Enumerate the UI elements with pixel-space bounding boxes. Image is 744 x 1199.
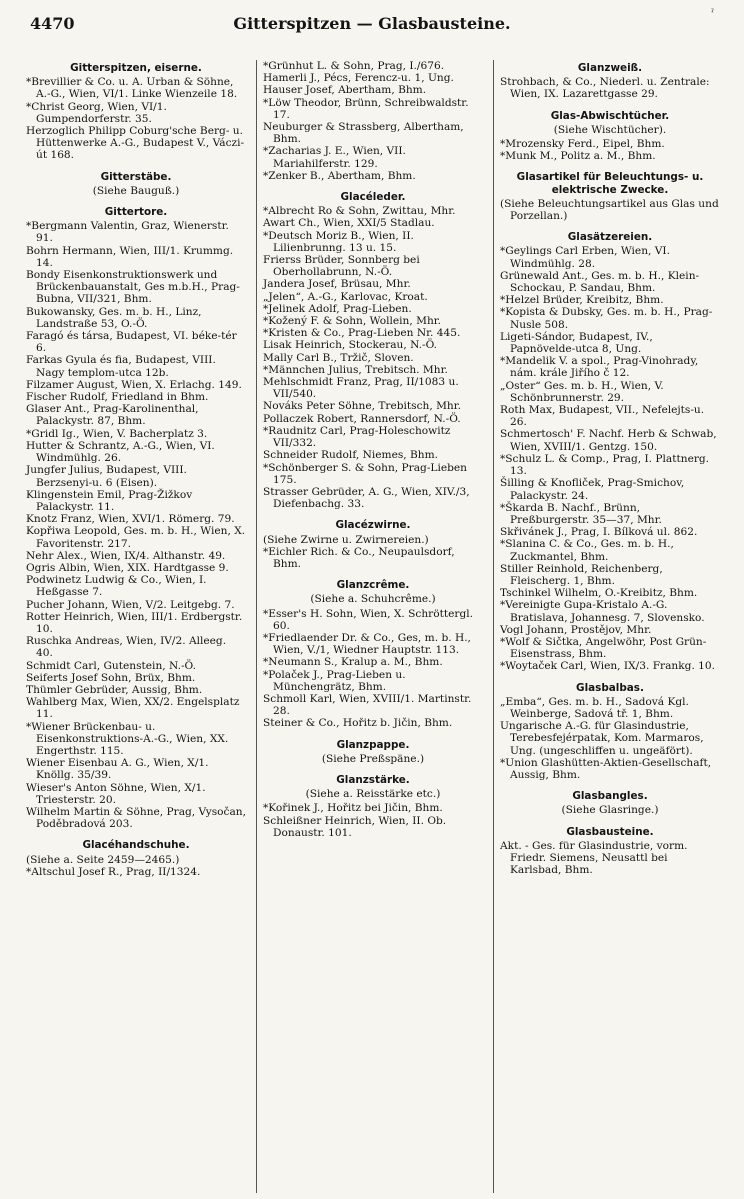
section-heading: Glanzpappe. <box>336 738 410 751</box>
directory-entry: Strasser Gebrüder, A. G., Wien, XIV./3, Diefenbachg. 33. <box>263 485 473 511</box>
directory-entry: Pucher Johann, Wien, V/2. Leitgebg. 7. <box>26 598 235 611</box>
directory-entry: (Siehe Beleuchtungsartikel aus Glas und Porzellan.) <box>500 197 723 223</box>
directory-entry: Pollaczek Robert, Rannersdorf, N.-Ö. <box>263 412 461 425</box>
directory-entry: Skřivánek J., Prag, I. Bílková ul. 862. <box>500 526 698 539</box>
directory-entry: Ungarische A.-G. für Glasindustrie, Terebesfejérpatak, Kom. Marmaros, Ung. (ungeschliffen u. ungeäfört). <box>500 720 707 757</box>
section-heading: Gittertore. <box>104 206 168 219</box>
section-note: (Siehe a. Reisstärke etc.) <box>305 788 441 801</box>
directory-entry: Wiener Eisenbau A. G., Wien, X/1. Knöllg. 35/39. <box>26 757 212 782</box>
page-header <box>30 8 714 40</box>
directory-entry: *Deutsch Moriz B., Wien, II. Lilienbrunng. 13 u. 15. <box>263 229 418 254</box>
directory-entry: Schmertosch' F. Nachf. Herb & Schwab, Wien, XVIII/1. Gentzg. 150. <box>500 428 720 453</box>
directory-entry: (Siehe a. Seite 2459—2465.) <box>26 853 180 866</box>
directory-entry: *Woytaček Carl, Wien, IX/3. Frankg. 10. <box>500 660 716 673</box>
directory-columns <box>24 60 722 1193</box>
directory-entry: Neuburger & Strassberg, Albertham, Bhm. <box>263 121 468 146</box>
directory-entry: *Neumann S., Kralup a. M., Bhm. <box>263 656 443 669</box>
column-1 <box>24 60 248 1193</box>
directory-entry: *Esser's H. Sohn, Wien, X. Schröttergl. 60. <box>263 607 477 632</box>
directory-entry: Akt. - Ges. für Glasindustrie, vorm. Friedr. Siemens, Neusattl bei Karlsbad, Bhm. <box>500 839 691 877</box>
directory-entry: *Wiener Brückenbau- u. Eisenkonstruktions-A.-G., Wien, XX. Engerthstr. 115. <box>26 720 232 757</box>
directory-entry: Bukowansky, Ges. m. b. H., Linz, Landstraße 53, O.-Ö. <box>26 305 205 330</box>
directory-entry: Šilling & Knofliček, Prag-Smichov, Palackystr. 24. <box>500 477 688 502</box>
running-title: Gitterspitzen — Glasbausteine. <box>233 14 511 33</box>
directory-entry: Tschinkel Wilhelm, O.-Kreibitz, Bhm. <box>500 587 698 600</box>
section-heading: Glacéleder. <box>340 191 406 204</box>
directory-entry: *Union Glashütten-Aktien-Gesellschaft, Aussig, Bhm. <box>500 756 715 781</box>
section-heading: Glas-Abwischtücher. <box>550 109 670 122</box>
directory-entry: *Helzel Brüder, Kreibitz, Bhm. <box>500 294 664 307</box>
section-heading: Glasartikel für Beleuchtungs- u. elektrische Zwecke. <box>516 171 704 196</box>
directory-entry: *Schönberger S. & Sohn, Prag-Lieben 175. <box>263 461 471 486</box>
directory-entry: Mally Carl B., Tržič, Sloven. <box>263 351 414 364</box>
directory-entry: Ogris Albin, Wien, XIX. Hardtgasse 9. <box>26 561 229 574</box>
directory-entry: „Oster“ Ges. m. b. H., Wien, V. Schönbrunnerstr. 29. <box>500 379 667 404</box>
directory-entry: *Jelinek Adolf, Prag-Lieben. <box>263 302 412 315</box>
directory-entry: Faragó és társa, Budapest, VI. béke-tér 6. <box>26 330 241 355</box>
directory-entry: *Mandelik V. a spol., Prag-Vinohrady, nám. krále Jiřího č 12. <box>500 355 702 380</box>
section-note: (Siehe Glasringe.) <box>561 804 659 817</box>
directory-entry: Wahlberg Max, Wien, XX/2. Engelsplatz 11. <box>26 696 243 721</box>
directory-entry: *Munk M., Politz a. M., Bhm. <box>500 150 656 163</box>
directory-entry: Roth Max, Budapest, VII., Nefelejts-u. 26. <box>500 404 708 429</box>
directory-entry: *Grünhut L. & Sohn, Prag, I./676. <box>263 60 445 72</box>
directory-entry: Wieser's Anton Söhne, Wien, X/1. Triesterstr. 20. <box>26 781 209 806</box>
directory-entry: Knotz Franz, Wien, XVI/1. Römerg. 79. <box>26 513 235 526</box>
directory-entry: *Raudnitz Carl, Prag-Holeschowitz VII/332. <box>263 424 454 450</box>
directory-entry: *Kopista & Dubsky, Ges. m. b. H., Prag-Nusle 508. <box>500 306 713 331</box>
directory-entry: Strohbach, & Co., Niederl. u. Zentrale: Wien, IX. Lazarettgasse 29. <box>500 76 713 101</box>
directory-entry: Stiller Reinhold, Reichenberg, Fleischerg. 1, Bhm. <box>500 562 667 587</box>
directory-entry: Bondy Eisenkonstruktionswerk und Brückenbauanstalt, Ges m.b.H., Prag-Bubna, VII/321, Bhm. <box>26 269 240 306</box>
section-heading: Glacézwirne. <box>335 519 411 532</box>
directory-entry: Thümler Gebrüder, Aussig, Bhm. <box>26 683 203 696</box>
directory-entry: *Geylings Carl Erben, Wien, VI. Windmühlg. 28. <box>500 245 674 270</box>
directory-entry: Schneider Rudolf, Niemes, Bhm. <box>263 449 439 462</box>
directory-entry: Lisak Heinrich, Stockerau, N.-Ö. <box>263 339 438 352</box>
column-2 <box>256 60 485 1193</box>
column-3 <box>493 60 722 1193</box>
directory-entry: Grünewald Ant., Ges. m. b. H., Klein-Schockau, P. Sandau, Bhm. <box>500 269 700 295</box>
section-heading: Glanzstärke. <box>336 773 410 786</box>
section-heading: Gitterstäbe. <box>100 170 172 183</box>
section-note: (Siehe Bauguß.) <box>92 184 180 197</box>
section-heading: Gitterspitzen, eiserne. <box>70 62 202 74</box>
directory-entry: *Altschul Josef R., Prag, II/1324. <box>26 865 201 878</box>
directory-entry: *Löw Theodor, Brünn, Schreibwaldstr. 17. <box>263 96 472 121</box>
section-note: (Siehe a. Schuhcrême.) <box>310 593 436 606</box>
section-note: (Siehe Wischtücher). <box>553 123 667 136</box>
page-number: 4470 <box>30 14 75 33</box>
directory-entry: Kopřiwa Leopold, Ges. m. b. H., Wien, X. Favoritenstr. 217. <box>26 525 249 550</box>
directory-entry: Steiner & Co., Hořitz b. Jičin, Bhm. <box>263 717 453 730</box>
section-heading: Glanzweiß. <box>577 62 643 74</box>
directory-entry: *Bergmann Valentin, Graz, Wienerstr. 91. <box>26 220 233 245</box>
section-heading: Glasätzereien. <box>567 231 653 244</box>
directory-entry: *Slanina C. & Co., Ges. m. b. H., Zuckmantel, Bhm. <box>500 538 678 563</box>
directory-entry: *Kristen & Co., Prag-Lieben Nr. 445. <box>263 327 461 340</box>
directory-entry: Rotter Heinrich, Wien, III/1. Erdbergstr. 10. <box>26 610 246 635</box>
directory-entry: *Friedlaender Dr. & Co., Ges, m. b. H., Wien, V./1, Wiedner Hauptstr. 113. <box>263 631 475 657</box>
directory-entry: Glaser Ant., Prag-Karolinenthal, Palackystr. 87, Bhm. <box>26 403 202 428</box>
directory-entry: Hamerli J., Pécs, Ferencz-u. 1, Ung. <box>263 72 454 85</box>
section-heading: Glasbausteine. <box>566 825 654 838</box>
directory-entry: (Siehe Zwirne u. Zwirnereien.) <box>263 533 429 546</box>
directory-entry: *Männchen Julius, Trebitsch. Mhr. <box>263 363 448 376</box>
directory-entry: Schleißner Heinrich, Wien, II. Ob. Donaustr. 101. <box>263 814 450 839</box>
directory-entry: *Wolf & Sičtka, Angelwöhr, Post Grün-Eisenstrass, Bhm. <box>500 635 707 661</box>
directory-entry: „Jelen“, A.-G., Karlovac, Kroat. <box>263 290 428 303</box>
directory-entry: *Kořinek J., Hořitz bei Jičin, Bhm. <box>263 802 443 815</box>
directory-entry: Mehlschmidt Franz, Prag, II/1083 u. VII/540. <box>263 376 463 401</box>
directory-entry: *Škarda B. Nachf., Brünn, Preßburgerstr. 35—37, Mhr. <box>500 501 662 526</box>
directory-entry: Nováks Peter Söhne, Trebitsch, Mhr. <box>263 400 462 413</box>
directory-entry: „Emba“, Ges. m. b. H., Sadová Kgl. Weinberge, Sadová tř. 1, Bhm. <box>500 695 693 720</box>
directory-entry: *Gridl Ig., Wien, V. Bacherplatz 3. <box>26 427 208 440</box>
section-heading: Glasbangles. <box>572 790 648 803</box>
directory-entry: *Vereinigte Gupa-Kristalo A.-G. Bratislava, Johannesg. 7, Slovensko. <box>500 599 705 624</box>
directory-entry: *Kožený F. & Sohn, Wollein, Mhr. <box>263 315 442 328</box>
section-note: (Siehe Preßspäne.) <box>321 752 425 765</box>
directory-entry: *Polaček J., Prag-Lieben u. Münchengrätz, Bhm. <box>263 668 409 693</box>
directory-entry: Frierss Brüder, Sonnberg bei Oberhollabrunn, N.-Ö. <box>263 254 424 279</box>
corner-mark: ˀ <box>710 8 714 19</box>
directory-entry: *Zenker B., Abertham, Bhm. <box>263 169 416 182</box>
directory-entry: *Christ Georg, Wien, VI/1. Gumpendorferstr. 35. <box>26 100 171 125</box>
directory-entry: Hauser Josef, Abertham, Bhm. <box>263 84 427 97</box>
directory-entry: Jandera Josef, Brüsau, Mhr. <box>263 278 411 291</box>
directory-entry: *Brevillier & Co. u. A. Urban & Söhne, A.-G., Wien, VI/1. Linke Wienzeile 18. <box>26 76 238 101</box>
directory-entry: Vogl Johann, Prostějov, Mhr. <box>500 623 652 636</box>
section-heading: Glasbalbas. <box>576 681 644 694</box>
directory-entry: Awart Ch., Wien, XXI/5 Stadlau. <box>263 217 435 230</box>
directory-entry: Wilhelm Martin & Söhne, Prag, Vysočan, Poděbradová 203. <box>26 805 250 831</box>
directory-entry: Fischer Rudolf, Friedland in Bhm. <box>26 391 209 404</box>
directory-entry: Bohrn Hermann, Wien, III/1. Krummg. 14. <box>26 244 237 269</box>
directory-entry: Ligeti-Sándor, Budapest, IV., Papnövelde-utca 8, Ung. <box>500 330 657 356</box>
directory-entry: Schmidt Carl, Gutenstein, N.-Ö. <box>26 659 196 672</box>
directory-entry: Schmoll Karl, Wien, XVIII/1. Martinstr. 28. <box>263 692 475 718</box>
directory-entry: *Schulz L. & Comp., Prag, I. Plattnerg. 13. <box>500 452 713 478</box>
directory-entry: Podwinetz Ludwig & Co., Wien, I. Heßgasse 7. <box>26 574 210 599</box>
directory-entry: *Eichler Rich. & Co., Neupaulsdorf, Bhm. <box>263 545 458 570</box>
directory-entry: Seiferts Josef Sohn, Brüx, Bhm. <box>26 671 196 684</box>
directory-entry: Farkas Gyula és fia, Budapest, VIII. Nagy templom-utca 12b. <box>26 354 220 379</box>
section-heading: Glanzcrême. <box>336 579 410 592</box>
directory-entry: *Mrozensky Ferd., Eipel, Bhm. <box>500 138 665 151</box>
directory-entry: Ruschka Andreas, Wien, IV/2. Alleeg. 40. <box>26 635 230 660</box>
directory-entry: Jungfer Julius, Budapest, VIII. Berzsenyi-u. 6 (Eisen). <box>26 464 191 489</box>
directory-entry: Nehr Alex., Wien, IX/4. Althanstr. 49. <box>26 549 226 562</box>
section-heading: Glacéhandschuhe. <box>82 839 190 852</box>
directory-entry: Hutter & Schrantz, A.-G., Wien, VI. Windmühlg. 26. <box>26 439 219 465</box>
directory-entry: Herzoglich Philipp Coburg'sche Berg- u. Hüttenwerke A.-G., Budapest V., Váczi-út 168. <box>26 125 247 162</box>
directory-entry: Klingenstein Emil, Prag-Žižkov Palackystr. 11. <box>26 488 196 513</box>
directory-entry: *Albrecht Ro & Sohn, Zwittau, Mhr. <box>263 205 456 218</box>
directory-entry: Filzamer August, Wien, X. Erlachg. 149. <box>26 378 242 391</box>
directory-entry: *Zacharias J. E., Wien, VII. Mariahilferstr. 129. <box>263 145 410 170</box>
